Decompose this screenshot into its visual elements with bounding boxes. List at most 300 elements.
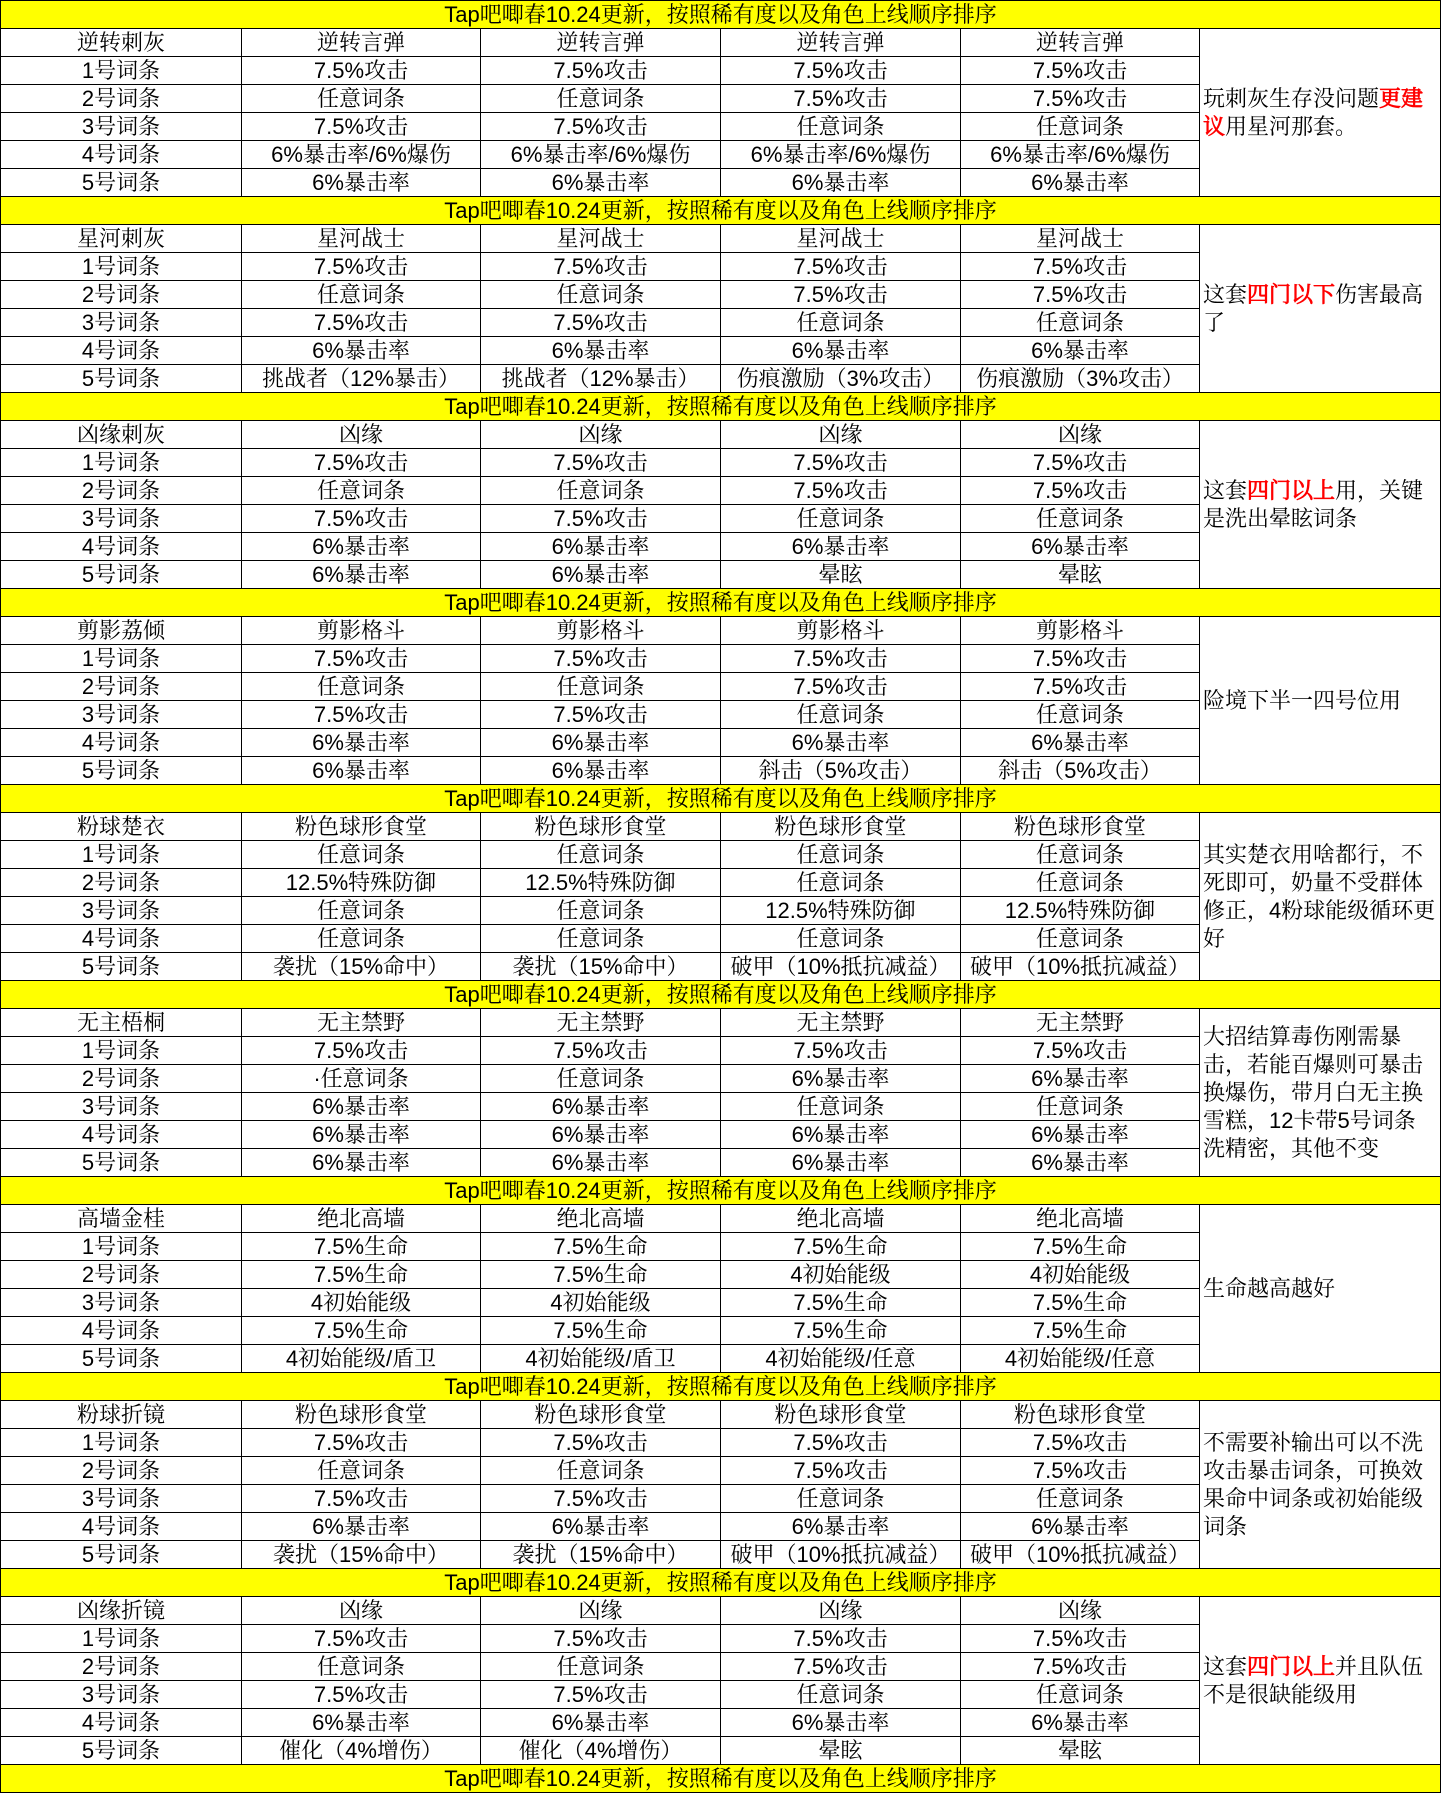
slot-value: 任意词条: [721, 869, 961, 897]
slot-value: 7.5%攻击: [481, 701, 721, 729]
slot-value: 任意词条: [721, 1681, 961, 1709]
character-build-name: 粉球折镜: [1, 1401, 242, 1429]
build-note-text: [1203, 687, 1401, 715]
slot-value: 斜击（5%攻击）: [721, 757, 961, 785]
build-note: [1200, 421, 1441, 589]
slot-value: 6%暴击率: [721, 169, 961, 197]
equipment-set-name: 粉色球形食堂: [481, 813, 721, 841]
slot-label: 2号词条: [1, 1065, 242, 1093]
slot-value: 12.5%特殊防御: [961, 897, 1200, 925]
slot-value: 袭扰（15%命中）: [481, 953, 721, 981]
slot-value: 任意词条: [242, 897, 481, 925]
slot-value: 6%暴击率: [242, 1149, 481, 1177]
slot-value: 挑战者（12%暴击）: [242, 365, 481, 393]
slot-value: 任意词条: [721, 505, 961, 533]
slot-value: 6%暴击率: [721, 1121, 961, 1149]
character-build-name: 凶缘刺灰: [1, 421, 242, 449]
equipment-set-name: 凶缘: [721, 1597, 961, 1625]
update-banner: Tap吧唧春10.24更新，按照稀有度以及角色上线顺序排序: [1, 981, 1441, 1009]
equipment-set-name: 粉色球形食堂: [242, 1401, 481, 1429]
slot-value: 6%暴击率: [721, 337, 961, 365]
build-note: [1200, 1205, 1441, 1373]
slot-value: 6%暴击率: [242, 757, 481, 785]
slot-value: 袭扰（15%命中）: [242, 1541, 481, 1569]
slot-value: 6%暴击率: [961, 729, 1200, 757]
slot-value: 6%暴击率: [481, 561, 721, 589]
note-text-segment: 伤害最高了: [1203, 281, 1424, 335]
slot-value: 任意词条: [961, 309, 1200, 337]
slot-value: 7.5%攻击: [481, 57, 721, 85]
equipment-set-name: 凶缘: [961, 1597, 1200, 1625]
slot-value: 任意词条: [961, 1485, 1200, 1513]
slot-value: 6%暴击率: [961, 1149, 1200, 1177]
slot-label: 2号词条: [1, 1653, 242, 1681]
slot-value: 任意词条: [242, 925, 481, 953]
slot-value: 7.5%攻击: [481, 253, 721, 281]
character-build-name: 剪影荔倾: [1, 617, 242, 645]
slot-value: 7.5%攻击: [961, 1625, 1200, 1653]
slot-value: 6%暴击率/6%爆伤: [242, 141, 481, 169]
slot-value: 12.5%特殊防御: [721, 897, 961, 925]
slot-value: 晕眩: [961, 1737, 1200, 1765]
slot-value: 7.5%攻击: [961, 477, 1200, 505]
build-note-text: [1203, 85, 1437, 141]
slot-label: 5号词条: [1, 757, 242, 785]
slot-value: 6%暴击率/6%爆伤: [721, 141, 961, 169]
build-note: [1200, 29, 1441, 197]
slot-value: 破甲（10%抵抗减益）: [961, 1541, 1200, 1569]
slot-value: 任意词条: [481, 897, 721, 925]
slot-value: 任意词条: [242, 281, 481, 309]
slot-value: 袭扰（15%命中）: [242, 953, 481, 981]
build-note: [1200, 813, 1441, 981]
slot-value: 任意词条: [961, 505, 1200, 533]
slot-value: 7.5%攻击: [481, 645, 721, 673]
slot-label: 1号词条: [1, 449, 242, 477]
update-banner: Tap吧唧春10.24更新，按照稀有度以及角色上线顺序排序: [1, 589, 1441, 617]
slot-value: 7.5%生命: [242, 1261, 481, 1289]
slot-label: 1号词条: [1, 1625, 242, 1653]
slot-label: 3号词条: [1, 1681, 242, 1709]
slot-value: 6%暴击率: [481, 1093, 721, 1121]
slot-value: 6%暴击率: [721, 1149, 961, 1177]
build-note-text: [1203, 477, 1437, 533]
slot-label: 3号词条: [1, 897, 242, 925]
slot-value: 4初始能级/盾卫: [242, 1345, 481, 1373]
character-build-name: 高墙金桂: [1, 1205, 242, 1233]
slot-value: 7.5%攻击: [242, 1037, 481, 1065]
slot-value: 6%暴击率: [481, 533, 721, 561]
slot-value: 任意词条: [961, 869, 1200, 897]
slot-value: 6%暴击率: [961, 1513, 1200, 1541]
note-text-segment: 其实楚衣用啥都行，不死即可，奶量不受群体修正，4粉球能级循环更好: [1203, 841, 1436, 951]
update-banner: Tap吧唧春10.24更新，按照稀有度以及角色上线顺序排序: [1, 1177, 1441, 1205]
build-note-text: [1203, 1023, 1437, 1163]
slot-value: 7.5%攻击: [721, 1625, 961, 1653]
slot-value: ·任意词条: [242, 1065, 481, 1093]
equipment-set-name: 星河战士: [242, 225, 481, 253]
slot-value: 7.5%生命: [481, 1261, 721, 1289]
slot-value: 7.5%攻击: [961, 673, 1200, 701]
slot-value: 7.5%攻击: [961, 1429, 1200, 1457]
slot-value: 7.5%攻击: [961, 645, 1200, 673]
slot-value: 7.5%生命: [961, 1233, 1200, 1261]
slot-value: 7.5%攻击: [242, 113, 481, 141]
equipment-set-name: 粉色球形食堂: [481, 1401, 721, 1429]
slot-value: 7.5%攻击: [242, 1429, 481, 1457]
equipment-set-name: 无主禁野: [242, 1009, 481, 1037]
note-text-segment: 这套: [1203, 1653, 1248, 1679]
slot-label: 4号词条: [1, 141, 242, 169]
slot-value: 6%暴击率: [242, 1121, 481, 1149]
note-highlight-text: 四门以下: [1247, 281, 1336, 307]
slot-label: 5号词条: [1, 365, 242, 393]
update-banner: Tap吧唧春10.24更新，按照稀有度以及角色上线顺序排序: [1, 1373, 1441, 1401]
slot-value: 7.5%攻击: [242, 449, 481, 477]
update-banner: Tap吧唧春10.24更新，按照稀有度以及角色上线顺序排序: [1, 197, 1441, 225]
slot-value: 7.5%攻击: [242, 253, 481, 281]
slot-value: 7.5%攻击: [721, 1653, 961, 1681]
slot-value: 6%暴击率: [481, 1709, 721, 1737]
slot-value: 任意词条: [721, 113, 961, 141]
build-note: [1200, 1401, 1441, 1569]
slot-value: 7.5%攻击: [721, 1457, 961, 1485]
slot-label: 2号词条: [1, 869, 242, 897]
slot-value: 任意词条: [721, 1093, 961, 1121]
slot-value: 7.5%攻击: [481, 1681, 721, 1709]
equipment-set-name: 无主禁野: [961, 1009, 1200, 1037]
equipment-set-name: 粉色球形食堂: [961, 1401, 1200, 1429]
slot-label: 5号词条: [1, 169, 242, 197]
slot-value: 7.5%攻击: [721, 57, 961, 85]
equipment-set-name: 凶缘: [961, 421, 1200, 449]
equipment-set-name: 凶缘: [481, 1597, 721, 1625]
slot-label: 5号词条: [1, 1541, 242, 1569]
slot-value: 6%暴击率: [961, 1709, 1200, 1737]
slot-value: 7.5%生命: [721, 1233, 961, 1261]
slot-value: 晕眩: [961, 561, 1200, 589]
slot-value: 7.5%攻击: [961, 281, 1200, 309]
equipment-set-name: 剪影格斗: [242, 617, 481, 645]
slot-label: 4号词条: [1, 925, 242, 953]
slot-value: 伤痕激励（3%攻击）: [721, 365, 961, 393]
slot-label: 4号词条: [1, 1513, 242, 1541]
equipment-set-name: 逆转言弹: [481, 29, 721, 57]
note-text-segment: 并且队伍不是很缺能级用: [1203, 1653, 1424, 1707]
slot-value: 任意词条: [481, 841, 721, 869]
equipment-set-name: 凶缘: [242, 1597, 481, 1625]
slot-label: 3号词条: [1, 1289, 242, 1317]
equipment-set-name: 绝北高墙: [721, 1205, 961, 1233]
slot-value: 破甲（10%抵抗减益）: [721, 1541, 961, 1569]
slot-value: 晕眩: [721, 561, 961, 589]
slot-label: 2号词条: [1, 477, 242, 505]
slot-value: 任意词条: [721, 841, 961, 869]
slot-label: 1号词条: [1, 57, 242, 85]
slot-value: 6%暴击率: [961, 337, 1200, 365]
equipment-set-name: 逆转言弹: [721, 29, 961, 57]
slot-value: 4初始能级: [721, 1261, 961, 1289]
equipment-set-name: 逆转言弹: [961, 29, 1200, 57]
slot-value: 7.5%攻击: [721, 449, 961, 477]
slot-label: 5号词条: [1, 1149, 242, 1177]
slot-value: 7.5%攻击: [721, 673, 961, 701]
slot-label: 2号词条: [1, 85, 242, 113]
slot-value: 6%暴击率: [481, 757, 721, 785]
slot-value: 任意词条: [961, 701, 1200, 729]
slot-value: 6%暴击率: [242, 169, 481, 197]
equipment-set-name: 粉色球形食堂: [721, 1401, 961, 1429]
slot-value: 任意词条: [481, 477, 721, 505]
slot-value: 7.5%攻击: [481, 505, 721, 533]
slot-value: 7.5%生命: [242, 1317, 481, 1345]
slot-value: 7.5%攻击: [721, 477, 961, 505]
note-text-segment: 险境下半一四号位用: [1203, 687, 1402, 713]
slot-value: 6%暴击率: [961, 169, 1200, 197]
slot-value: 任意词条: [721, 925, 961, 953]
slot-value: 7.5%攻击: [481, 1485, 721, 1513]
slot-value: 任意词条: [242, 477, 481, 505]
slot-value: 破甲（10%抵抗减益）: [961, 953, 1200, 981]
slot-value: 6%暴击率: [721, 1709, 961, 1737]
slot-value: 6%暴击率: [242, 337, 481, 365]
slot-value: 4初始能级: [242, 1289, 481, 1317]
slot-value: 任意词条: [242, 85, 481, 113]
slot-value: 袭扰（15%命中）: [481, 1541, 721, 1569]
slot-value: 6%暴击率: [961, 533, 1200, 561]
slot-value: 7.5%攻击: [481, 1625, 721, 1653]
slot-value: 7.5%攻击: [481, 309, 721, 337]
slot-value: 7.5%攻击: [242, 505, 481, 533]
slot-label: 3号词条: [1, 505, 242, 533]
slot-value: 4初始能级/任意: [961, 1345, 1200, 1373]
build-note-text: [1203, 1429, 1437, 1541]
slot-value: 6%暴击率: [242, 1513, 481, 1541]
slot-value: 挑战者（12%暴击）: [481, 365, 721, 393]
slot-value: 催化（4%增伤）: [481, 1737, 721, 1765]
slot-value: 6%暴击率/6%爆伤: [961, 141, 1200, 169]
slot-label: 3号词条: [1, 1093, 242, 1121]
slot-value: 6%暴击率: [481, 337, 721, 365]
slot-label: 3号词条: [1, 309, 242, 337]
slot-value: 7.5%攻击: [481, 1429, 721, 1457]
slot-value: 7.5%攻击: [481, 449, 721, 477]
slot-value: 6%暴击率: [721, 729, 961, 757]
character-build-name: 逆转刺灰: [1, 29, 242, 57]
slot-label: 1号词条: [1, 1233, 242, 1261]
build-note-text: [1203, 1275, 1335, 1303]
equipment-set-name: 绝北高墙: [961, 1205, 1200, 1233]
slot-value: 7.5%生命: [481, 1317, 721, 1345]
slot-label: 5号词条: [1, 1345, 242, 1373]
slot-value: 7.5%生命: [721, 1317, 961, 1345]
slot-value: 任意词条: [481, 1065, 721, 1093]
slot-value: 任意词条: [481, 1457, 721, 1485]
slot-value: 任意词条: [721, 701, 961, 729]
slot-value: 6%暴击率: [721, 533, 961, 561]
build-note: [1200, 1009, 1441, 1177]
slot-value: 6%暴击率/6%爆伤: [481, 141, 721, 169]
slot-label: 3号词条: [1, 701, 242, 729]
equipment-set-name: 无主禁野: [481, 1009, 721, 1037]
equipment-set-name: 星河战士: [481, 225, 721, 253]
build-note-text: [1203, 1653, 1437, 1709]
slot-value: 6%暴击率: [961, 1065, 1200, 1093]
slot-value: 7.5%攻击: [242, 701, 481, 729]
slot-value: 7.5%生命: [961, 1317, 1200, 1345]
slot-label: 4号词条: [1, 1121, 242, 1149]
equipment-set-name: 星河战士: [721, 225, 961, 253]
equipment-set-name: 无主禁野: [721, 1009, 961, 1037]
slot-value: 4初始能级/任意: [721, 1345, 961, 1373]
note-text-segment: 生命越高越好: [1203, 1275, 1336, 1301]
slot-value: 任意词条: [481, 925, 721, 953]
slot-value: 6%暴击率: [242, 1709, 481, 1737]
update-banner: Tap吧唧春10.24更新，按照稀有度以及角色上线顺序排序: [1, 393, 1441, 421]
slot-label: 4号词条: [1, 1709, 242, 1737]
slot-value: 任意词条: [721, 309, 961, 337]
slot-value: 6%暴击率: [481, 1149, 721, 1177]
slot-value: 6%暴击率: [721, 1065, 961, 1093]
equipment-set-name: 凶缘: [721, 421, 961, 449]
slot-label: 1号词条: [1, 1429, 242, 1457]
slot-value: 7.5%攻击: [961, 85, 1200, 113]
slot-value: 6%暴击率: [242, 729, 481, 757]
slot-label: 4号词条: [1, 533, 242, 561]
slot-value: 7.5%生命: [961, 1289, 1200, 1317]
slot-value: 7.5%攻击: [961, 57, 1200, 85]
slot-value: 7.5%攻击: [961, 1653, 1200, 1681]
slot-label: 4号词条: [1, 729, 242, 757]
slot-value: 7.5%攻击: [242, 309, 481, 337]
slot-label: 3号词条: [1, 113, 242, 141]
note-text-segment: 大招结算毒伤刚需暴击，若能百爆则可暴击换爆伤，带月白无主换雪糕，12卡带5号词条洗精密，其他不变: [1203, 1023, 1424, 1161]
slot-label: 5号词条: [1, 953, 242, 981]
character-build-name: 星河刺灰: [1, 225, 242, 253]
character-build-name: 凶缘折镜: [1, 1597, 242, 1625]
build-note: [1200, 1597, 1441, 1765]
slot-value: 任意词条: [481, 1653, 721, 1681]
slot-value: 7.5%攻击: [721, 253, 961, 281]
slot-value: 7.5%攻击: [242, 1625, 481, 1653]
character-build-name: 无主梧桐: [1, 1009, 242, 1037]
note-text-segment: 玩刺灰生存没问题: [1203, 85, 1380, 111]
slot-value: 7.5%生命: [481, 1233, 721, 1261]
build-note: [1200, 225, 1441, 393]
slot-value: 6%暴击率: [481, 729, 721, 757]
slot-value: 7.5%攻击: [721, 1037, 961, 1065]
equipment-set-name: 绝北高墙: [242, 1205, 481, 1233]
build-note-text: [1203, 281, 1437, 337]
slot-value: 7.5%生命: [721, 1289, 961, 1317]
slot-value: 任意词条: [961, 841, 1200, 869]
slot-value: 6%暴击率: [242, 561, 481, 589]
slot-value: 任意词条: [961, 113, 1200, 141]
equipment-set-name: 星河战士: [961, 225, 1200, 253]
slot-label: 2号词条: [1, 673, 242, 701]
slot-value: 7.5%攻击: [481, 1037, 721, 1065]
slot-value: 12.5%特殊防御: [481, 869, 721, 897]
slot-value: 任意词条: [242, 841, 481, 869]
slot-value: 4初始能级: [481, 1289, 721, 1317]
slot-value: 6%暴击率: [961, 1121, 1200, 1149]
slot-value: 6%暴击率: [242, 1093, 481, 1121]
note-text-segment: 用星河那套。: [1225, 113, 1358, 139]
slot-value: 7.5%攻击: [961, 449, 1200, 477]
slot-value: 任意词条: [961, 1681, 1200, 1709]
slot-value: 7.5%攻击: [721, 1429, 961, 1457]
slot-label: 5号词条: [1, 561, 242, 589]
build-note-text: [1203, 841, 1437, 953]
note-text-segment: 这套: [1203, 281, 1248, 307]
slot-value: 7.5%攻击: [721, 85, 961, 113]
slot-value: 任意词条: [961, 925, 1200, 953]
slot-value: 4初始能级/盾卫: [481, 1345, 721, 1373]
slot-value: 12.5%特殊防御: [242, 869, 481, 897]
equipment-set-name: 凶缘: [481, 421, 721, 449]
slot-value: 7.5%攻击: [242, 57, 481, 85]
slot-value: 任意词条: [721, 1485, 961, 1513]
equipment-set-name: 粉色球形食堂: [242, 813, 481, 841]
slot-value: 任意词条: [481, 85, 721, 113]
equipment-set-name: 剪影格斗: [961, 617, 1200, 645]
slot-label: 1号词条: [1, 841, 242, 869]
equipment-set-name: 剪影格斗: [721, 617, 961, 645]
equipment-set-name: 粉色球形食堂: [721, 813, 961, 841]
slot-value: 6%暴击率: [721, 1513, 961, 1541]
slot-value: 破甲（10%抵抗减益）: [721, 953, 961, 981]
equipment-set-name: 粉色球形食堂: [961, 813, 1200, 841]
slot-value: 7.5%攻击: [242, 645, 481, 673]
slot-value: 7.5%攻击: [721, 645, 961, 673]
equipment-set-name: 凶缘: [242, 421, 481, 449]
note-text-segment: 用，关键是洗出晕眩词条: [1203, 477, 1424, 531]
slot-value: 4初始能级: [961, 1261, 1200, 1289]
slot-value: 6%暴击率: [481, 1513, 721, 1541]
equipment-set-name: 逆转言弹: [242, 29, 481, 57]
slot-value: 伤痕激励（3%攻击）: [961, 365, 1200, 393]
slot-label: 4号词条: [1, 337, 242, 365]
slot-value: 6%暴击率: [242, 533, 481, 561]
update-banner: Tap吧唧春10.24更新，按照稀有度以及角色上线顺序排序: [1, 1569, 1441, 1597]
slot-label: 2号词条: [1, 1261, 242, 1289]
slot-value: 任意词条: [242, 673, 481, 701]
character-build-name: 粉球楚衣: [1, 813, 242, 841]
note-highlight-text: 四门以上: [1247, 1653, 1336, 1679]
slot-value: 7.5%攻击: [961, 253, 1200, 281]
slot-value: 任意词条: [481, 281, 721, 309]
slot-label: 1号词条: [1, 253, 242, 281]
slot-label: 1号词条: [1, 1037, 242, 1065]
slot-value: 7.5%攻击: [721, 281, 961, 309]
slot-value: 7.5%生命: [242, 1233, 481, 1261]
slot-label: 2号词条: [1, 281, 242, 309]
equipment-set-name: 剪影格斗: [481, 617, 721, 645]
slot-value: 6%暴击率: [481, 1121, 721, 1149]
slot-label: 2号词条: [1, 1457, 242, 1485]
slot-value: 7.5%攻击: [961, 1037, 1200, 1065]
slot-value: 7.5%攻击: [242, 1485, 481, 1513]
note-highlight-text: 更建议: [1203, 85, 1424, 139]
note-text-segment: 这套: [1203, 477, 1248, 503]
slot-value: 晕眩: [721, 1737, 961, 1765]
slot-label: 5号词条: [1, 1737, 242, 1765]
update-banner: Tap吧唧春10.24更新，按照稀有度以及角色上线顺序排序: [1, 785, 1441, 813]
build-note: [1200, 617, 1441, 785]
slot-value: 任意词条: [242, 1653, 481, 1681]
slot-label: 3号词条: [1, 1485, 242, 1513]
update-banner: Tap吧唧春10.24更新，按照稀有度以及角色上线顺序排序: [1, 1765, 1441, 1793]
